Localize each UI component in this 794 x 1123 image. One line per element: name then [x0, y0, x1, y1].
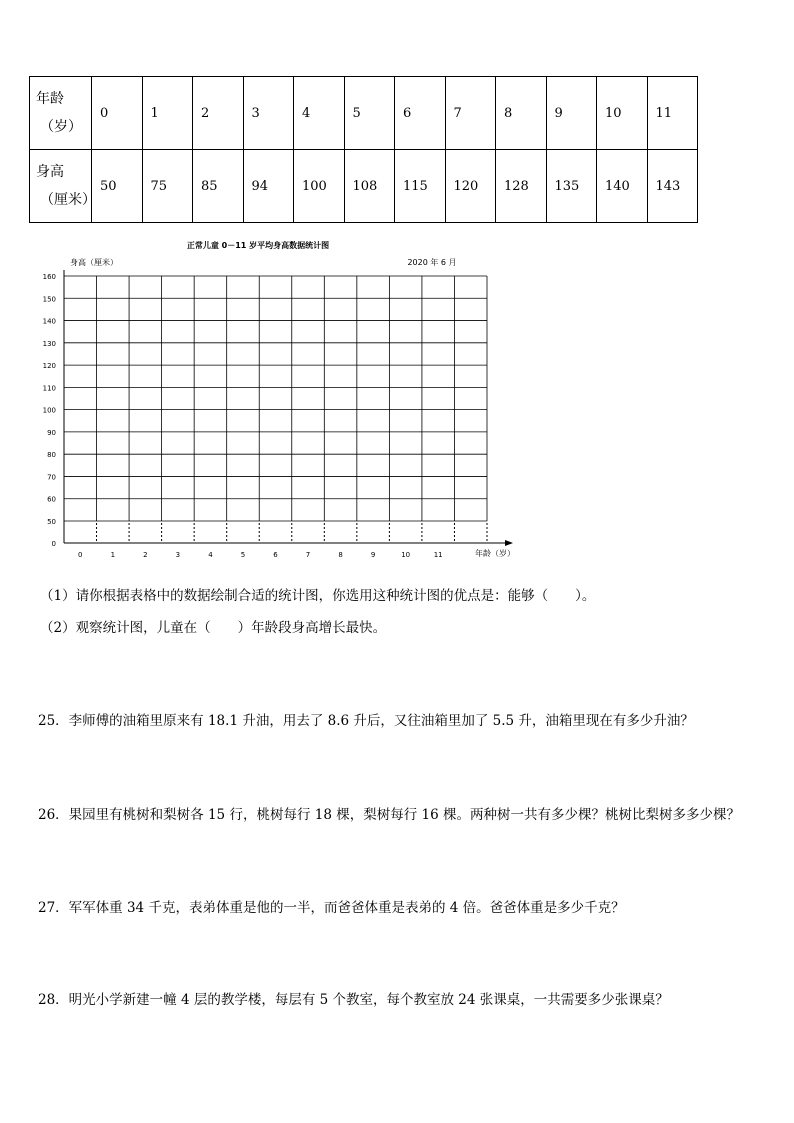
- age-cell: 11: [647, 77, 698, 150]
- age-cell: 6: [395, 77, 446, 150]
- problem-25: 25．李师傅的油箱里原来有 18.1 升油，用去了 8.6 升后，又往油箱里加了 5.5 升，油箱里现在有多少升油？: [38, 713, 694, 729]
- age-cell: 0: [92, 77, 143, 150]
- age-header: 年龄 （岁）: [30, 77, 92, 150]
- x-tick-label: 1: [110, 551, 116, 559]
- chart-axes: [64, 270, 513, 546]
- table-row-age: [30, 77, 698, 150]
- x-axis-label: 年龄（岁）: [475, 549, 515, 558]
- height-cell: 94: [243, 150, 294, 223]
- height-cell: 120: [445, 150, 496, 223]
- y-tick-label: 60: [47, 495, 56, 504]
- x-tick-label: 9: [370, 551, 376, 559]
- age-cell: 5: [344, 77, 395, 150]
- chart-grid: [64, 276, 487, 543]
- y-tick-label: 110: [42, 384, 56, 393]
- y-tick-label: 90: [47, 428, 56, 437]
- age-height-table: [29, 76, 698, 223]
- x-axis-arrow-icon: [505, 540, 513, 546]
- question-1: （1）请你根据表格中的数据绘制合适的统计图，你选用这种统计图的优点是：能够（ ）。: [40, 588, 596, 604]
- y-tick-label: 70: [47, 473, 56, 482]
- x-tick-label: 5: [240, 551, 246, 559]
- y-tick-labels: [43, 273, 56, 548]
- age-cell: 10: [597, 77, 648, 150]
- chart-date: 2020 年 6 月: [407, 258, 457, 267]
- height-cell: 140: [597, 150, 648, 223]
- y-tick-label: 150: [42, 295, 56, 304]
- y-tick-label: 0: [51, 540, 56, 548]
- x-tick-label: 6: [273, 551, 278, 559]
- x-tick-label: 7: [305, 551, 311, 559]
- height-cell: 135: [546, 150, 597, 223]
- height-statistics-chart: [0, 230, 540, 565]
- x-tick-label: 0: [78, 551, 83, 559]
- height-cell: 50: [92, 150, 143, 223]
- problem-27: 27．军军体重 34 千克，表弟体重是他的一半，而爸爸体重是表弟的 4 倍。爸爸体重是多少千克？: [38, 900, 625, 916]
- chart-title: 正常儿童 0－11 岁平均身高数据统计图: [186, 241, 330, 250]
- x-tick-label: 11: [433, 551, 443, 559]
- age-cell: 1: [142, 77, 193, 150]
- height-cell: 143: [647, 150, 698, 223]
- height-header: 身高 （厘米）: [30, 150, 92, 223]
- y-axis-label: 身高（厘米）: [70, 258, 118, 267]
- height-cell: 128: [496, 150, 547, 223]
- question-2: （2）观察统计图，儿童在（ ）年龄段身高增长最快。: [40, 620, 387, 636]
- y-tick-label: 130: [42, 339, 56, 348]
- age-cell: 3: [243, 77, 294, 150]
- height-cell: 108: [344, 150, 395, 223]
- y-tick-label: 140: [42, 317, 56, 326]
- age-cell: 4: [294, 77, 345, 150]
- problem-28: 28．明光小学新建一幢 4 层的教学楼，每层有 5 个教室，每个教室放 24 张课桌，一共需要多少张课桌？: [38, 992, 669, 1008]
- x-tick-label: 2: [143, 551, 148, 559]
- height-cell: 115: [395, 150, 446, 223]
- y-tick-label: 160: [42, 273, 56, 281]
- x-tick-label: 3: [175, 551, 181, 559]
- age-cell: 8: [496, 77, 547, 150]
- table-row-height: [30, 150, 698, 223]
- height-cell: 85: [193, 150, 244, 223]
- y-tick-label: 100: [42, 406, 56, 415]
- y-tick-label: 120: [42, 362, 56, 371]
- height-cell: 75: [142, 150, 193, 223]
- age-cell: 9: [546, 77, 597, 150]
- x-tick-label: 8: [338, 551, 343, 559]
- y-tick-label: 80: [47, 451, 56, 460]
- problem-26: 26．果园里有桃树和梨树各 15 行，桃树每行 18 棵，梨树每行 16 棵。两种树一共有多少棵？桃树比梨树多多少棵？: [38, 807, 740, 823]
- x-tick-label: 4: [208, 551, 213, 559]
- y-tick-label: 50: [47, 518, 56, 526]
- age-cell: 7: [445, 77, 496, 150]
- height-cell: 100: [294, 150, 345, 223]
- x-tick-label: 10: [401, 551, 411, 559]
- x-tick-labels: [78, 551, 443, 559]
- age-cell: 2: [193, 77, 244, 150]
